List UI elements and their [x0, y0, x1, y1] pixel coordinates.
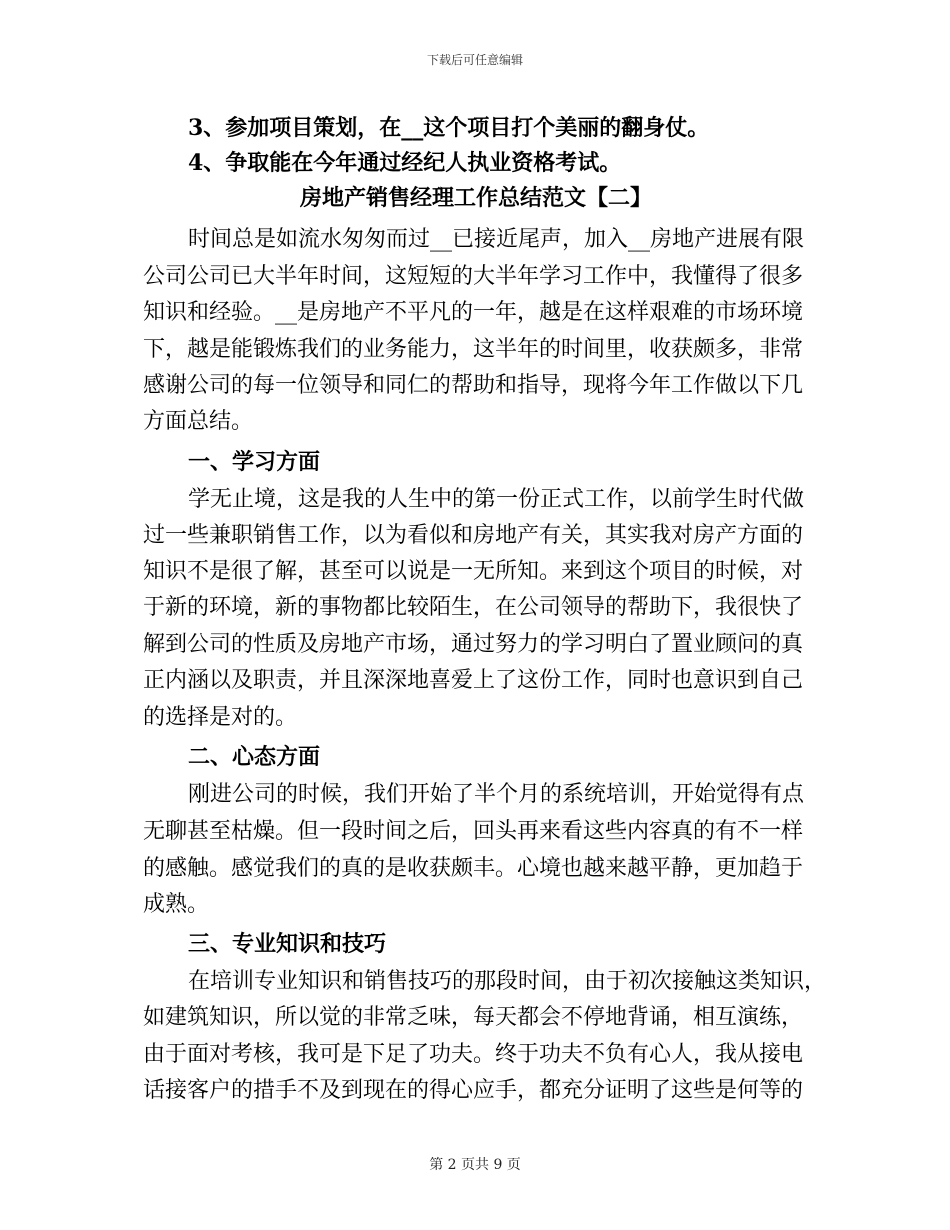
paragraph-line: 学无止境，这是我的人生中的第一份正式工作，以前学生时代做 — [188, 487, 805, 512]
paragraph-line: 知识和经验。__是房地产不平凡的一年，越是在这样艰难的市场环境 — [143, 300, 804, 325]
paragraph-line: 在培训专业知识和销售技巧的那段时间，由于初次接触这类知识， — [188, 969, 827, 994]
paragraph-line: 解到公司的性质及房地产市场，通过努力的学习明白了置业顾问的真 — [143, 632, 804, 657]
section-heading: 二、心态方面 — [188, 744, 321, 770]
paragraph-line: 方面总结。 — [143, 409, 254, 434]
paragraph-line: 知识不是很了解，甚至可以说是一无所知。来到这个项目的时候，对 — [143, 559, 804, 584]
document-title: 房地产销售经理工作总结范文【二】 — [300, 185, 653, 211]
paragraph-line: 话接客户的措手不及到现在的得心应手，都充分证明了这些是何等的 — [143, 1078, 804, 1103]
paragraph-line: 如建筑知识，所以觉的非常乏味，每天都会不停地背诵，相互演练， — [143, 1005, 804, 1030]
paragraph-line: 于新的环境，新的事物都比较陌生，在公司领导的帮助下，我很快了 — [143, 595, 804, 620]
paragraph-line: 刚进公司的时候，我们开始了半个月的系统培训，开始觉得有点 — [188, 782, 805, 807]
paragraph-line: 时间总是如流水匆匆而过__已接近尾声，加入__房地产进展有限 — [188, 227, 805, 252]
paragraph-line: 的感触。感觉我们的真的是收获颇丰。心境也越来越平静，更加趋于 — [143, 856, 804, 881]
paragraph-line: 的选择是对的。 — [143, 705, 298, 730]
paragraph-line: 过一些兼职销售工作，以为看似和房地产有关，其实我对房产方面的 — [143, 523, 804, 548]
paragraph-line: 感谢公司的每一位领导和同仁的帮助和指导，现将今年工作做以下几 — [143, 373, 804, 398]
paragraph-line: 无聊甚至枯燥。但一段时间之后，回头再来看这些内容真的有不一样 — [143, 819, 804, 844]
list-item: 4、争取能在今年通过经纪人执业资格考试。 — [188, 150, 622, 176]
paragraph-line: 公司公司已大半年时间，这短短的大半年学习工作中，我懂得了很多 — [143, 264, 804, 289]
paragraph-line: 成熟。 — [143, 892, 210, 917]
section-heading: 一、学习方面 — [188, 449, 321, 475]
page-header-note: 下载后可任意编辑 — [426, 53, 523, 67]
paragraph-line: 正内涵以及职责，并且深深地喜爱上了这份工作，同时也意识到自己 — [143, 668, 804, 693]
list-item: 3、参加项目策划，在__这个项目打个美丽的翻身仗。 — [188, 115, 710, 141]
section-heading: 三、专业知识和技巧 — [188, 931, 387, 957]
paragraph-line: 下，越是能锻炼我们的业务能力，这半年的时间里，收获颇多，非常 — [143, 337, 804, 362]
paragraph-line: 由于面对考核，我可是下足了功夫。终于功夫不负有心人，我从接电 — [143, 1042, 804, 1067]
page-number-footer: 第 2 页共 9 页 — [429, 1157, 521, 1173]
